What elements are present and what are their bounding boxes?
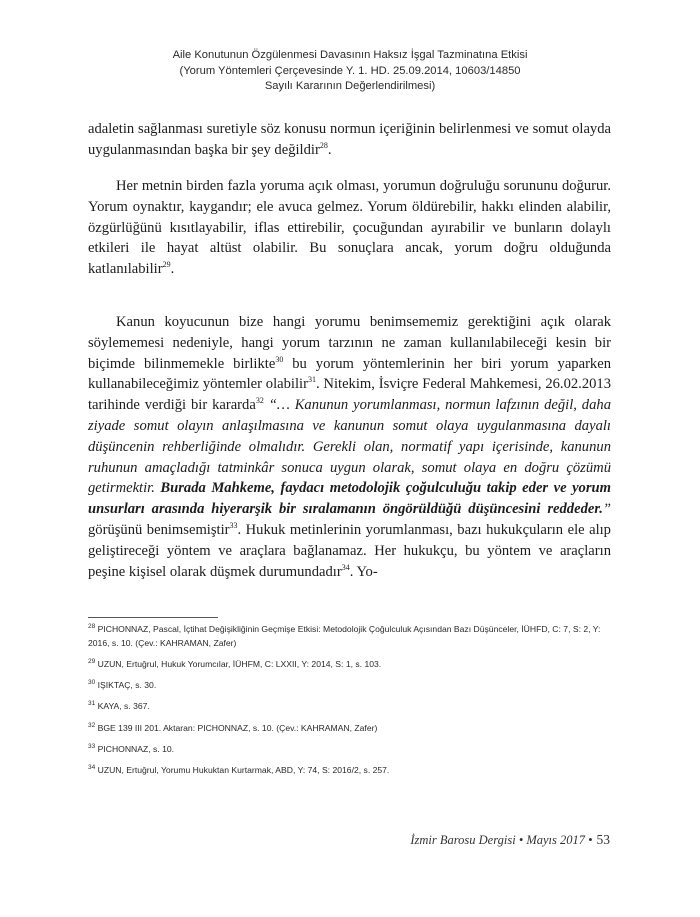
header-line-1: Aile Konutunun Özgülenmesi Davasının Haksız İşgal Tazminatına Etkisi xyxy=(172,49,528,61)
paragraph-1-text: adaletin sağlanması suretiyle söz konusu normun içeriğinin belirlenmesi ve somut olayda uygulanmasından başka bir şey değildir xyxy=(88,121,611,158)
footnote: $^{29}$ UZUN, Ertuğrul, Hukuk Yorumcılar, İÜHFM, C: LXXII, Y: 2014, S: 1, s. 103. xyxy=(88,657,382,669)
paragraph-2: Her metnin birden fazla yoruma açık olması, yorumun doğruluğu sorununu doğurur. Yorum oynaktır, kaygandır; ele avuca gelmez. Yorum öldürebilir, hakkı elinden alabilir, özgürlüğünü kısıtlayabilir, iflas ettirebilir, çocuğundan ayırabilir ve bunların dolaylı etkileri ile hayat altüst olabilir. Bu sonuçlara ancak, yorum doğru olduğunda katlanılabilir$^{29}$. xyxy=(88,178,611,278)
footnote-ref-28[interactable]: 28 xyxy=(319,140,328,150)
page-number: 53 xyxy=(596,832,610,847)
paragraph-1: adaletin sağlanması suretiyle söz konusu normun içeriğinin belirlenmesi ve somut olayda uygulanmasından başka bir şey değildir$^{28}$. xyxy=(88,121,611,158)
footnote-ref-32[interactable]: 32 xyxy=(255,396,264,406)
journal-name: İzmir Barosu Dergisi • Mayıs 2017 • xyxy=(410,833,593,847)
footnote: $^{34}$ UZUN, Ertuğrul, Yorumu Hukuktan Kurtarmak, ABD, Y: 74, S: 2016/2, s. 257. xyxy=(88,764,390,776)
paragraph-2-text: Her metnin birden fazla yoruma açık olması, yorumun doğruluğu sorununu doğurur. Yorum oynaktır, kaygandır; ele avuca gelmez. Yorum öldürebilir, hakkı elinden alabilir, özgürlüğünü kısıtlayabilir, iflas ettirebilir, çocuğundan ayırabilir ve bunların dolaylı etkileri ile hayat altüst olabilir. Bu sonuçlara ancak, yorum doğru olduğunda katlanılabilir xyxy=(88,178,611,278)
footnote-ref-31[interactable]: 31 xyxy=(307,375,316,385)
page-footer xyxy=(410,832,610,848)
header-line-3: Sayılı Kararının Değerlendirilmesi) xyxy=(264,80,436,92)
footnote-ref-30[interactable]: 30 xyxy=(275,354,284,364)
running-header xyxy=(120,48,580,95)
footnote: $^{33}$ PICHONNAZ, s. 10. xyxy=(88,743,175,754)
footnote-divider xyxy=(88,617,218,618)
footnote: $^{28}$ PICHONNAZ, Pascal, İçtihat Değişikliğinin Geçmişe Etkisi: Metodolojik Çoğulculuk Açısından Bazı Düşünceler, İÜHFD, C: 7, S: 2, Y: 2016, s. 10. (Çev.: KAHRAMAN, Zafer) xyxy=(88,623,601,648)
footnote-ref-34[interactable]: 34 xyxy=(341,562,350,572)
footnote: $^{31}$ KAYA, s. 367. xyxy=(88,700,150,712)
header-line-2: (Yorum Yöntemleri Çerçevesinde Y. 1. HD. 25.09.2014, 10603/14850 xyxy=(179,64,521,77)
court-quote-emphasis: Burada Mahkeme, faydacı metodolojik çoğulculuğu takip eder ve yorum unsurları arasında hiyerarşik bir sıralamanın öngörüldüğü düşüncesini reddeder. xyxy=(88,480,611,518)
footnote-ref-29[interactable]: 29 xyxy=(162,260,171,270)
footnote: $^{32}$ BGE 139 III 201. Aktaran: PICHONNAZ, s. 10. (Çev.: KAHRAMAN, Zafer) xyxy=(88,721,378,733)
paragraph-3: Kanun koyucunun bize hangi yorumu benimsememiz gerektiğini açık olarak söylememesi nedeniyle, hangi yorum tarzının ne zaman kullanılabileceği kesin bir biçimde bilinmemekle birlikte$^{30}$ bu yorum yöntemlerinin her biri yorum yaparken kullanabileceğimiz yöntemler olabilir$^{31}$. Nitekim, İsviçre Federal Mahkemesi, 26.02.2013 tarihinde verdiği bir kararda$^{32}$ “… Kanunun yorumlanması, normun lafzının değil, daha ziyade somut olayın anlaşılmasına ve kanunun somut olaya uygulanmasına dayalı düşüncenin rehberliğinde olmalıdır. Gerekli olan, normatif yapı içerisinde, kanunun ruhunun amaçladığı tatminkâr sonuca uygun olarak, somut olaya en doğru çözümü getirmektir. Burada Mahkeme, faydacı metodolojik çoğulculuğu takip eder ve yorum unsurları arasında hiyerarşik bir sıralamanın öngörüldüğü düşüncesini reddeder.” görüşünü benimsemiştir$^{33}$. Hukuk metinlerinin yorumlanması, bazı hukukçuların ele alıp geliştireceği yöntem ve araçlara bağlanamaz. Her hukukçu, bu yöntem ve araçların peşine kişisel olarak düşmek durumundadır$^{34}$. Yo- xyxy=(88,314,612,580)
footnote: $^{30}$ IŞIKTAÇ, s. 30. xyxy=(88,679,157,691)
court-quote: “… Kanunun yorumlanması, normun lafzının değil, daha ziyade somut olayın anlaşılmasına ve kanunun somut olaya uygulanmasına dayalı düşüncenin rehberliğinde olmalıdır. Gerekli olan, normatif yapı içerisinde, kanunun ruhunun amaçladığı tatminkâr sonuca uygun olarak, somut olaya en doğru çözümü getirmektir. xyxy=(88,397,611,497)
footnotes xyxy=(88,623,611,786)
footnote-ref-33[interactable]: 33 xyxy=(229,521,238,531)
